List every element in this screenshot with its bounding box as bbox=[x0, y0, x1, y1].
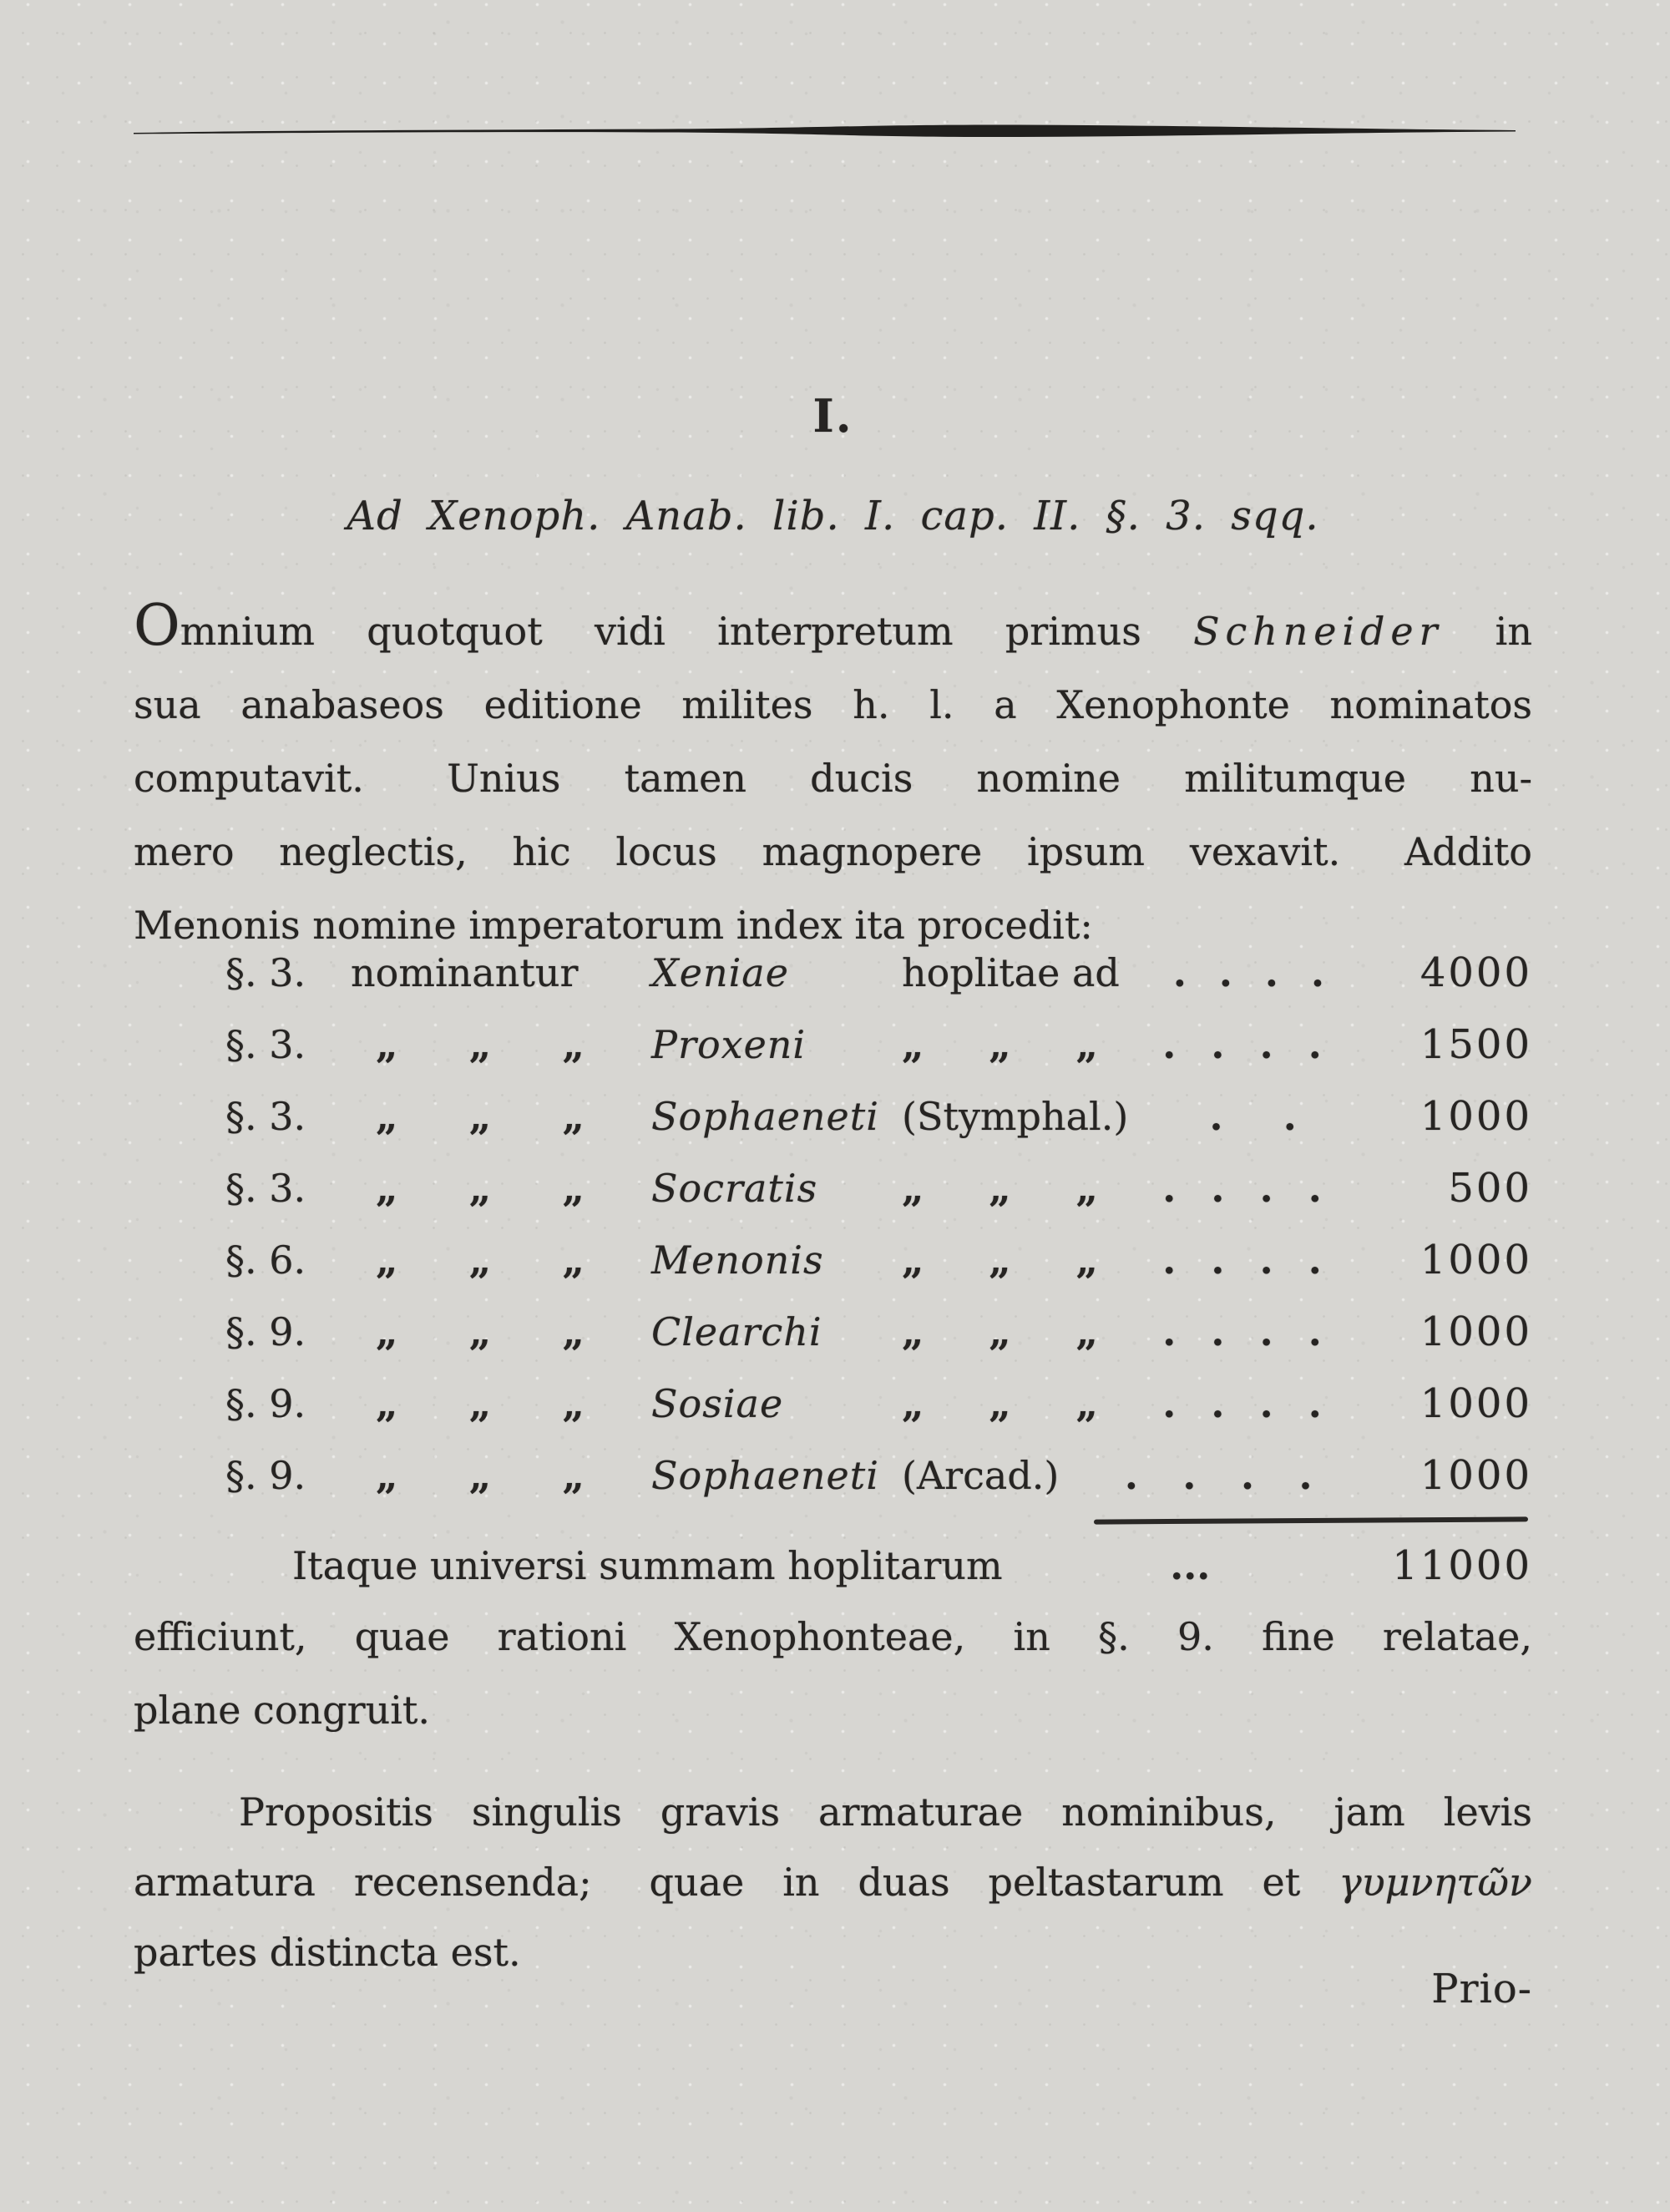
ditto-mark: „ bbox=[376, 1022, 398, 1067]
nominantur-label: nominantur bbox=[351, 950, 579, 995]
suffix-cell bbox=[902, 1152, 1106, 1224]
leader-dot: . bbox=[1124, 1453, 1138, 1498]
text-segment: mnium quotquot vidi interpretum primus bbox=[180, 609, 1194, 654]
text-segment: sua anabaseos editione milites h. l. a Xenophonte nominatos bbox=[134, 682, 1532, 727]
text-segment: γυμνητῶν bbox=[1339, 1860, 1532, 1905]
leader-dots bbox=[1128, 1081, 1378, 1152]
leader-dot: . bbox=[1182, 1453, 1197, 1498]
leader-dots bbox=[1003, 1530, 1378, 1602]
text-segment: Schneider bbox=[1193, 609, 1444, 654]
nominantur-cell bbox=[351, 1152, 651, 1224]
leader-dots bbox=[1059, 1440, 1378, 1511]
ditto-mark: „ bbox=[562, 1381, 584, 1426]
table-row bbox=[134, 937, 1532, 1009]
sum-rule bbox=[1094, 1516, 1528, 1524]
ditto-marks bbox=[902, 1224, 1098, 1296]
nominantur-cell bbox=[351, 1368, 651, 1440]
section-ref: §. 3. bbox=[225, 950, 306, 995]
nominantur-cell bbox=[351, 1224, 651, 1296]
section-ref: §. 9. bbox=[225, 1453, 306, 1498]
leader-dots bbox=[1106, 1296, 1378, 1368]
ditto-mark: „ bbox=[376, 1238, 398, 1283]
ditto-mark: „ bbox=[376, 1309, 398, 1354]
intro-line bbox=[134, 742, 1532, 815]
leader-dot: . bbox=[1259, 1381, 1273, 1426]
text-segment: armatura recensenda; quae in duas peltastarum et bbox=[134, 1860, 1339, 1905]
nominantur-cell bbox=[351, 937, 651, 1009]
table-row bbox=[134, 1296, 1532, 1368]
intro-line bbox=[134, 590, 1532, 668]
suffix-cell bbox=[902, 1081, 1128, 1152]
leader-dot: . bbox=[1183, 1543, 1197, 1588]
ditto-mark: „ bbox=[989, 1381, 1011, 1426]
ditto-marks bbox=[902, 1296, 1098, 1368]
ditto-mark: „ bbox=[1075, 1381, 1098, 1426]
ditto-marks bbox=[376, 1368, 584, 1440]
ditto-mark: „ bbox=[468, 1453, 492, 1498]
leader-dots bbox=[1106, 1152, 1378, 1224]
ditto-mark: „ bbox=[902, 1022, 924, 1067]
commander-name: Sosiae bbox=[651, 1381, 784, 1426]
troop-count: 1000 bbox=[1420, 1237, 1532, 1283]
ditto-mark: „ bbox=[989, 1022, 1011, 1067]
intro-line bbox=[134, 815, 1532, 888]
ditto-mark: „ bbox=[376, 1166, 398, 1211]
closing-line bbox=[134, 1600, 1532, 1673]
ditto-mark: „ bbox=[1075, 1238, 1098, 1283]
nominantur-cell bbox=[351, 1440, 651, 1511]
table-row bbox=[134, 1440, 1532, 1511]
ditto-mark: „ bbox=[562, 1238, 584, 1283]
leader-dot: . bbox=[1162, 1381, 1177, 1426]
leader-dot: . bbox=[1259, 1238, 1273, 1283]
leader-dots bbox=[1106, 1368, 1378, 1440]
sum-value: 11000 bbox=[1392, 1542, 1532, 1589]
ditto-mark: „ bbox=[468, 1022, 492, 1067]
section-ref: §. 3. bbox=[225, 1166, 306, 1211]
nominantur-cell bbox=[351, 1296, 651, 1368]
ditto-mark: „ bbox=[989, 1166, 1011, 1211]
header-swelled-rule bbox=[134, 117, 1524, 149]
ditto-mark: „ bbox=[376, 1094, 398, 1139]
text-segment: Menonis nomine imperatorum index ita procedit: bbox=[134, 903, 1093, 948]
leader-dot: . bbox=[1240, 1453, 1254, 1498]
suffix-cell bbox=[902, 1224, 1106, 1296]
leader-dot: . bbox=[1218, 950, 1232, 995]
suffix-cell bbox=[902, 1440, 1059, 1511]
leader-dot: . bbox=[1259, 1166, 1273, 1211]
ditto-mark: „ bbox=[376, 1453, 398, 1498]
leader-dot: . bbox=[1162, 1022, 1177, 1067]
ditto-marks bbox=[376, 1296, 584, 1368]
ditto-mark: „ bbox=[902, 1309, 924, 1354]
troop-count: 1000 bbox=[1420, 1380, 1532, 1427]
ditto-marks bbox=[376, 1081, 584, 1152]
suffix-cell bbox=[902, 1296, 1106, 1368]
text-segment: Propositis singulis gravis armaturae nominibus, jam levis bbox=[239, 1789, 1532, 1835]
ditto-mark: „ bbox=[1075, 1022, 1098, 1067]
ditto-mark: „ bbox=[468, 1166, 492, 1211]
suffix-cell bbox=[902, 1009, 1106, 1081]
leader-dot: . bbox=[1211, 1381, 1225, 1426]
suffix-cell bbox=[902, 937, 1120, 1009]
section-ref: §. 6. bbox=[225, 1238, 306, 1283]
leader-dot: . bbox=[1308, 1166, 1322, 1211]
ditto-mark: „ bbox=[562, 1094, 584, 1139]
nominantur-cell bbox=[351, 1009, 651, 1081]
sum-row bbox=[134, 1530, 1532, 1602]
table-row bbox=[134, 1081, 1532, 1152]
suffix-text: (Stymphal.) bbox=[902, 1094, 1129, 1139]
commander-name: Clearchi bbox=[651, 1309, 822, 1354]
ditto-mark: „ bbox=[468, 1238, 492, 1283]
leader-dot: . bbox=[1211, 1022, 1225, 1067]
intro-paragraph bbox=[134, 590, 1532, 962]
ditto-marks bbox=[376, 1009, 584, 1081]
ditto-mark: „ bbox=[562, 1022, 584, 1067]
troop-count: 1000 bbox=[1420, 1093, 1532, 1140]
leader-dot: . bbox=[1259, 1022, 1273, 1067]
suffix-cell bbox=[902, 1368, 1106, 1440]
text-segment: partes distincta est. bbox=[134, 1930, 521, 1975]
leader-dot: . bbox=[1308, 1022, 1322, 1067]
ditto-marks bbox=[376, 1152, 584, 1224]
leader-dot: . bbox=[1162, 1166, 1177, 1211]
section-ref: §. 3. bbox=[225, 1094, 306, 1139]
leader-dot: . bbox=[1209, 1094, 1223, 1139]
second-paragraph bbox=[134, 1777, 1532, 1987]
table-row bbox=[134, 1368, 1532, 1440]
suffix-text: hoplitae ad bbox=[902, 950, 1120, 995]
commander-name: Menonis bbox=[651, 1238, 824, 1283]
section-number: I. bbox=[812, 389, 853, 443]
troop-count: 500 bbox=[1448, 1165, 1532, 1212]
text-segment: efficiunt, quae rationi Xenophonteae, in §. 9. fine relatae, bbox=[134, 1614, 1532, 1659]
section-ref: §. 9. bbox=[225, 1381, 306, 1426]
text-segment: computavit. Unius tamen ducis nomine militumque nu- bbox=[134, 756, 1532, 801]
commander-name: Sophaeneti bbox=[651, 1094, 879, 1139]
leader-dots bbox=[1170, 1530, 1210, 1602]
leader-dot: . bbox=[1172, 950, 1187, 995]
leader-dot: . bbox=[1264, 950, 1278, 995]
commander-name: Proxeni bbox=[651, 1022, 807, 1067]
leader-dot: . bbox=[1211, 1238, 1225, 1283]
ditto-mark: „ bbox=[902, 1238, 924, 1283]
nominantur-cell bbox=[351, 1081, 651, 1152]
leader-dot: . bbox=[1162, 1309, 1177, 1354]
closing-line bbox=[134, 1673, 1532, 1747]
ditto-mark: „ bbox=[468, 1309, 492, 1354]
section-ref: §. 9. bbox=[225, 1309, 306, 1354]
table-row bbox=[134, 1224, 1532, 1296]
second-paragraph-line bbox=[134, 1777, 1532, 1847]
ditto-mark: „ bbox=[1075, 1309, 1098, 1354]
troop-count: 4000 bbox=[1420, 949, 1532, 996]
leader-dot: . bbox=[1298, 1453, 1313, 1498]
commander-name: Xeniae bbox=[651, 950, 789, 995]
troop-count: 1000 bbox=[1420, 1308, 1532, 1355]
table-row bbox=[134, 1009, 1532, 1081]
sum-label: Itaque universi summam hoplitarum bbox=[292, 1543, 1003, 1588]
ditto-mark: „ bbox=[989, 1238, 1011, 1283]
leader-dot: . bbox=[1283, 1094, 1297, 1139]
leader-dot: . bbox=[1170, 1543, 1184, 1588]
ditto-mark: „ bbox=[1075, 1166, 1098, 1211]
leader-dot: . bbox=[1259, 1309, 1273, 1354]
troop-count: 1000 bbox=[1420, 1452, 1532, 1499]
leader-dot: . bbox=[1308, 1381, 1322, 1426]
text-segment: plane congruit. bbox=[134, 1688, 431, 1733]
section-ref: §. 3. bbox=[225, 1022, 306, 1067]
closing-paragraph bbox=[134, 1600, 1532, 1747]
table-row bbox=[134, 1152, 1532, 1224]
leader-dot: . bbox=[1162, 1238, 1177, 1283]
leader-dot: . bbox=[1211, 1309, 1225, 1354]
ditto-mark: „ bbox=[562, 1453, 584, 1498]
troop-count: 1500 bbox=[1420, 1021, 1532, 1068]
ditto-mark: „ bbox=[468, 1381, 492, 1426]
leader-dot: . bbox=[1308, 1309, 1322, 1354]
text-segment: O bbox=[134, 593, 180, 659]
ditto-mark: „ bbox=[562, 1309, 584, 1354]
leader-dot: . bbox=[1308, 1238, 1322, 1283]
commander-name: Socratis bbox=[651, 1166, 818, 1211]
ditto-marks bbox=[376, 1440, 584, 1511]
second-paragraph-line bbox=[134, 1847, 1532, 1917]
troop-table bbox=[134, 937, 1532, 1511]
leader-dots bbox=[1106, 1224, 1378, 1296]
ditto-mark: „ bbox=[468, 1094, 492, 1139]
leader-dot: . bbox=[1310, 950, 1324, 995]
text-segment: in bbox=[1443, 609, 1532, 654]
ditto-mark: „ bbox=[562, 1166, 584, 1211]
ditto-marks bbox=[902, 1009, 1098, 1081]
ditto-mark: „ bbox=[989, 1309, 1011, 1354]
leader-dot: . bbox=[1197, 1543, 1211, 1588]
suffix-text: (Arcad.) bbox=[902, 1453, 1060, 1498]
intro-line bbox=[134, 668, 1532, 742]
ditto-marks bbox=[902, 1368, 1098, 1440]
ditto-mark: „ bbox=[376, 1381, 398, 1426]
leader-dots bbox=[1120, 937, 1378, 1009]
ditto-mark: „ bbox=[902, 1381, 924, 1426]
ditto-mark: „ bbox=[902, 1166, 924, 1211]
leader-dot: . bbox=[1211, 1166, 1225, 1211]
ditto-marks bbox=[902, 1152, 1098, 1224]
ditto-marks bbox=[376, 1224, 584, 1296]
text-segment: mero neglectis, hic locus magnopere ipsum vexavit. Addito bbox=[134, 829, 1532, 874]
page-title: Ad Xenoph. Anab. lib. I. cap. II. §. 3. sqq. bbox=[347, 493, 1319, 539]
commander-name: Sophaeneti bbox=[651, 1453, 879, 1498]
leader-dots bbox=[1106, 1009, 1378, 1081]
catchword: Prio- bbox=[1431, 1966, 1532, 2012]
